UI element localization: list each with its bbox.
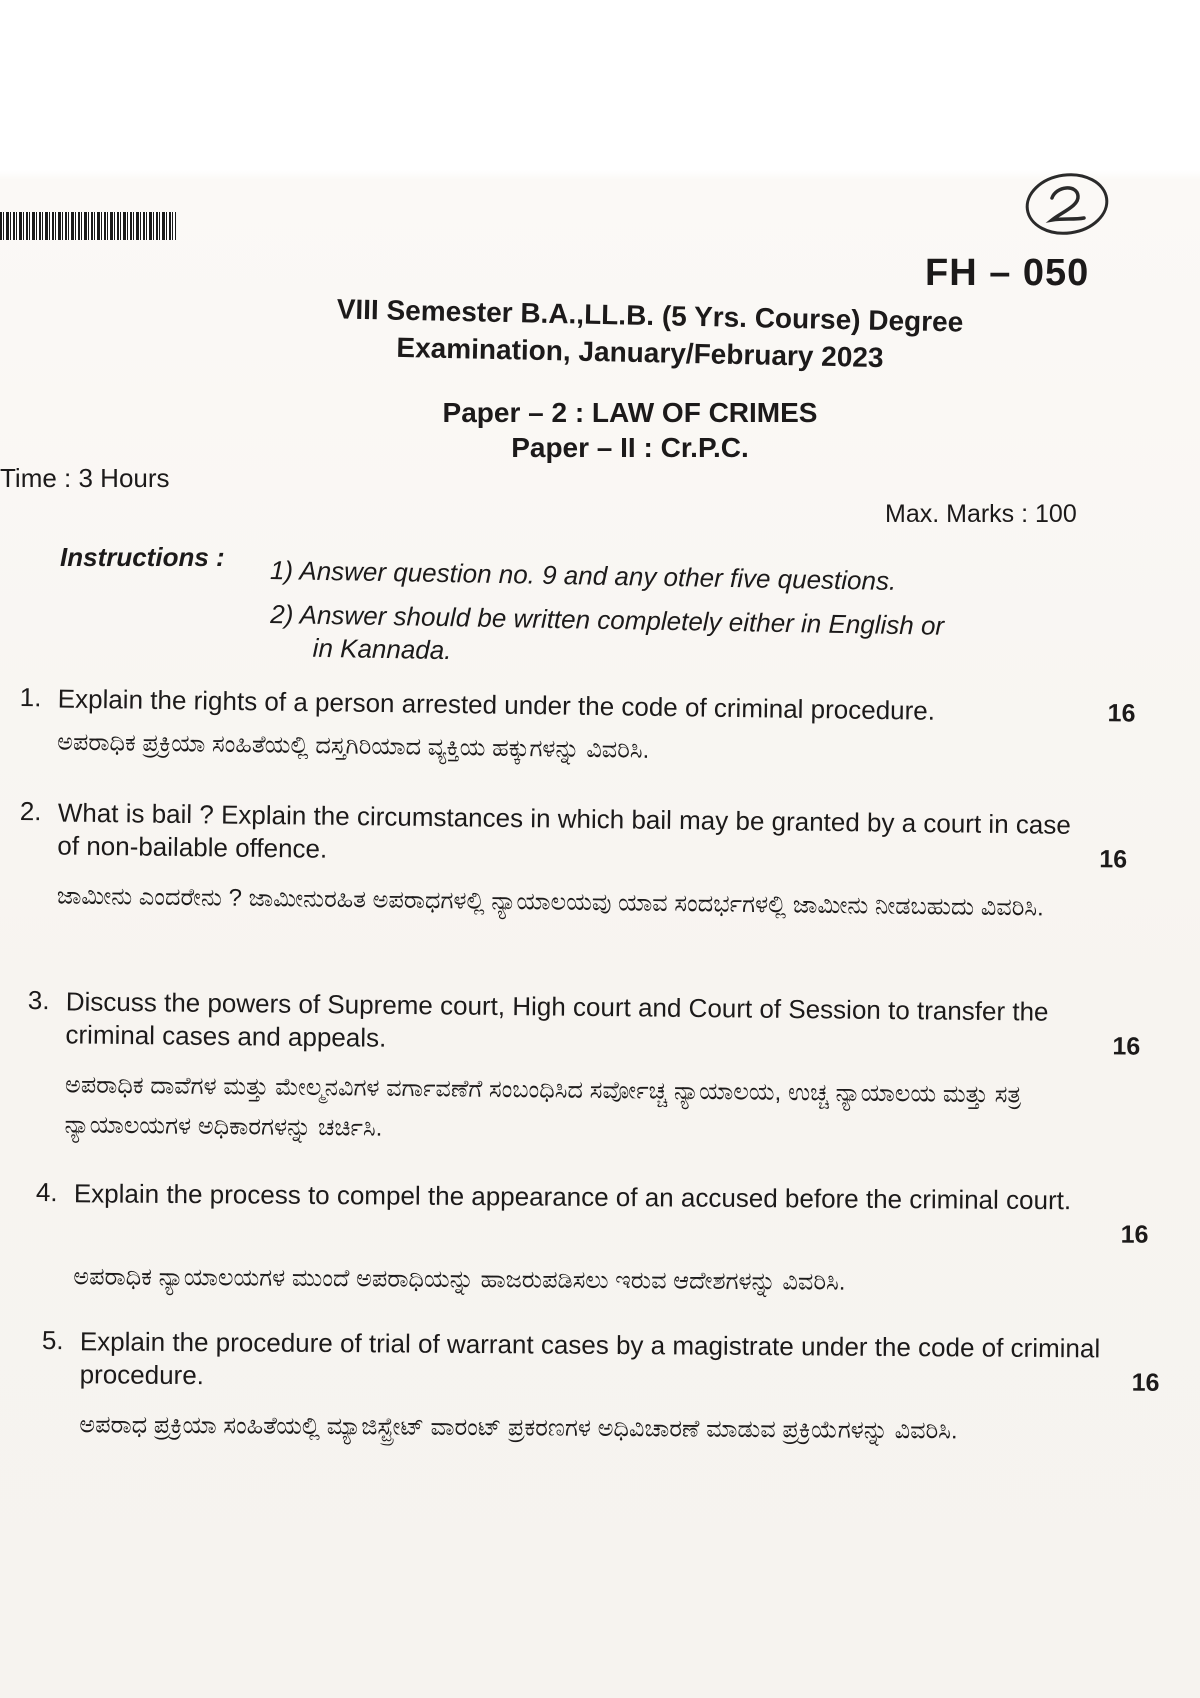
question-text-english: Explain the rights of a person arrested under the code of criminal procedure. (57, 683, 936, 726)
question-text-kannada: ಅಪರಾಧಿಕ ನ್ಯಾಯಾಲಯಗಳ ಮುಂದೆ ಅಪರಾಧಿಯನ್ನು ಹಾಜರುಪಡಿಸಲು ಇರುವ ಆದೇಶಗಳನ್ನು ವಿವರಿಸಿ. (73, 1263, 846, 1296)
instruction-2-line-2: in Kannada. (312, 632, 452, 666)
instruction-1: 1) Answer question no. 9 and any other five questions. (269, 555, 897, 596)
instructions-label: Instructions : (60, 542, 225, 572)
question-text-kannada: ಅಪರಾಧಿಕ ದಾವೆಗಳ ಮತ್ತು ಮೇಲ್ಮನವಿಗಳ ವರ್ಗಾವಣೆಗೆ ಸಂಬಂಧಿಸಿದ ಸರ್ವೋಚ್ಚ ನ್ಯಾಯಾಲಯ, ಉಚ್ಚ ನ್ಯಾಯಾಲಯ ಮತ್ತು ಸತ್ರ ನ್ಯಾಯಾಲಯಗಳ ಅಧಿಕಾರಗಳನ್ನು ಚರ್ಚಿಸಿ. (64, 1071, 1022, 1142)
question-text-english: Explain the procedure of trial of warrant cases by a magistrate under the code of criminal procedure. (79, 1326, 1101, 1391)
question-text-english: Explain the process to compel the appearance of an accused before the criminal court. (73, 1178, 1072, 1216)
header-line-2: Examination, January/February 2023 (396, 331, 884, 374)
question-number: 2. (19, 796, 42, 827)
instruction-2 (269, 598, 944, 676)
question-marks: 16 (1112, 1032, 1141, 1061)
question-text-kannada: ಅಪರಾಧಿಕ ಪ್ರಕ್ರಿಯಾ ಸಂಹಿತೆಯಲ್ಲಿ ದಸ್ತಗಿರಿಯಾದ ವ್ಯಕ್ತಿಯ ಹಕ್ಕುಗಳನ್ನು ವಿವರಿಸಿ. (56, 728, 650, 764)
question-5 (41, 1325, 1172, 1445)
paper-code: FH – 050 (925, 252, 1090, 294)
question-4 (35, 1177, 1166, 1296)
question-number: 3. (27, 985, 50, 1016)
instruction-2-line-1: 2) Answer should be written completely either in English or (270, 599, 945, 641)
max-marks: Max. Marks : 100 (885, 500, 1077, 528)
question-1 (19, 682, 1150, 764)
question-number: 1. (19, 682, 42, 713)
barcode (0, 212, 176, 240)
question-marks: 16 (1120, 1220, 1149, 1249)
time-allowed: Time : 3 Hours (0, 463, 170, 493)
question-text-english: What is bail ? Explain the circumstances in which bail may be granted by a court in case of non-bailable offence. (57, 797, 1071, 864)
question-2 (19, 796, 1150, 922)
question-3 (27, 985, 1158, 1142)
question-marks: 16 (1131, 1368, 1160, 1397)
header-line-4: Paper – II : Cr.P.C. (511, 432, 749, 463)
question-text-english: Discuss the powers of Supreme court, High court and Court of Session to transfer the criminal cases and appeals. (65, 986, 1049, 1053)
question-marks: 16 (1107, 699, 1136, 728)
question-marks: 16 (1099, 845, 1128, 874)
question-text-kannada: ಅಪರಾಧ ಪ್ರಕ್ರಿಯಾ ಸಂಹಿತೆಯಲ್ಲಿ ಮ್ಯಾಜಿಸ್ಟ್ರೇಟ್ ವಾರಂಟ್ ಪ್ರಕರಣಗಳ ಅಧಿವಿಚಾರಣೆ ಮಾಡುವ ಪ್ರಕ್ರಿಯೆಗಳನ್ನು ವಿವರಿಸಿ. (79, 1411, 958, 1445)
handwritten-page-number-mark (1022, 168, 1112, 238)
question-number: 5. (41, 1325, 64, 1356)
header-line-3: Paper – 2 : LAW OF CRIMES (442, 397, 818, 428)
question-number: 4. (35, 1177, 58, 1208)
header-line-1: VIII Semester B.A.,LL.B. (5 Yrs. Course) Degree (336, 293, 964, 338)
question-text-kannada: ಜಾಮೀನು ಎಂದರೇನು ? ಜಾಮೀನುರಹಿತ ಅಪರಾಧಗಳಲ್ಲಿ ನ್ಯಾಯಾಲಯವು ಯಾವ ಸಂದರ್ಭಗಳಲ್ಲಿ ಜಾಮೀನು ನೀಡಬಹುದು ವಿವರಿಸಿ. (56, 882, 1044, 922)
